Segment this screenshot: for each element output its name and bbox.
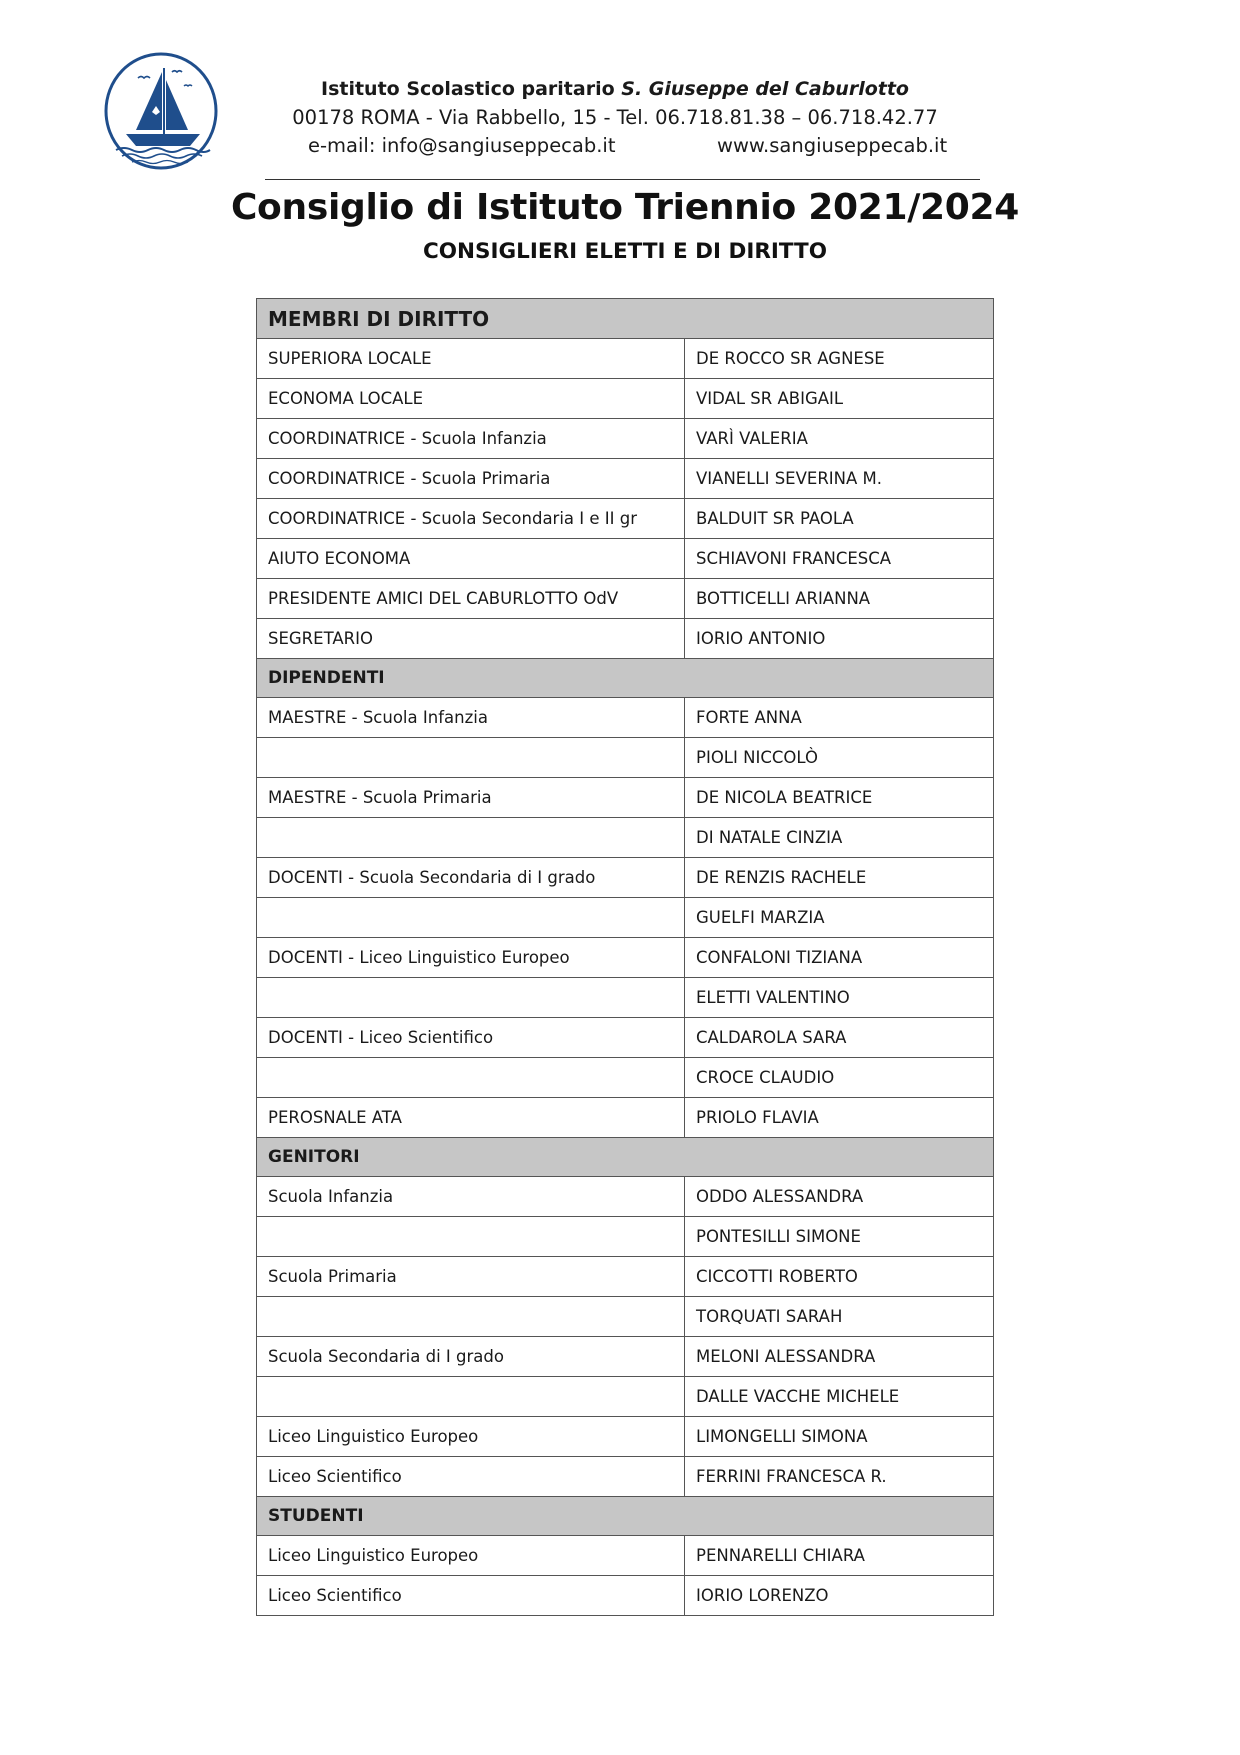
member-name-cell: PRIOLO FLAVIA bbox=[685, 1098, 994, 1138]
member-role-cell: Liceo Linguistico Europeo bbox=[257, 1536, 685, 1576]
table-row bbox=[257, 978, 994, 1018]
member-name-cell: PENNARELLI CHIARA bbox=[685, 1536, 994, 1576]
school-logo-sailboat-icon bbox=[102, 50, 220, 172]
table-row bbox=[257, 619, 994, 659]
table-row bbox=[257, 1337, 994, 1377]
table-row bbox=[257, 858, 994, 898]
document-title: Consiglio di Istituto Triennio 2021/2024 bbox=[230, 187, 1020, 228]
member-role-cell bbox=[257, 738, 685, 778]
section-header-row bbox=[257, 299, 994, 339]
table-row bbox=[257, 419, 994, 459]
member-role-cell: DOCENTI - Scuola Secondaria di I grado bbox=[257, 858, 685, 898]
institute-name-line bbox=[240, 78, 990, 100]
table-row bbox=[257, 1177, 994, 1217]
member-name-cell: GUELFI MARZIA bbox=[685, 898, 994, 938]
member-role-cell: SUPERIORA LOCALE bbox=[257, 339, 685, 379]
member-name-cell: IORIO LORENZO bbox=[685, 1576, 994, 1616]
member-role-cell: AIUTO ECONOMA bbox=[257, 539, 685, 579]
member-role-cell: Scuola Primaria bbox=[257, 1257, 685, 1297]
member-role-cell: SEGRETARIO bbox=[257, 619, 685, 659]
section-title: STUDENTI bbox=[257, 1497, 994, 1536]
table-row bbox=[257, 1257, 994, 1297]
member-role-cell: ECONOMA LOCALE bbox=[257, 379, 685, 419]
table-row bbox=[257, 1457, 994, 1497]
member-role-cell bbox=[257, 898, 685, 938]
member-name-cell: CONFALONI TIZIANA bbox=[685, 938, 994, 978]
table-row bbox=[257, 778, 994, 818]
section-title: DIPENDENTI bbox=[257, 659, 994, 698]
member-name-cell: DE RENZIS RACHELE bbox=[685, 858, 994, 898]
member-role-cell: COORDINATRICE - Scuola Infanzia bbox=[257, 419, 685, 459]
document-subtitle: CONSIGLIERI ELETTI E DI DIRITTO bbox=[423, 239, 827, 264]
table-row bbox=[257, 1217, 994, 1257]
member-name-cell: VIDAL SR ABIGAIL bbox=[685, 379, 994, 419]
table-row bbox=[257, 698, 994, 738]
institute-name: Istituto Scolastico paritario bbox=[321, 78, 615, 100]
member-name-cell: IORIO ANTONIO bbox=[685, 619, 994, 659]
table-row bbox=[257, 818, 994, 858]
member-name-cell: SCHIAVONI FRANCESCA bbox=[685, 539, 994, 579]
member-role-cell: DOCENTI - Liceo Linguistico Europeo bbox=[257, 938, 685, 978]
institute-email: e-mail: info@sangiuseppecab.it bbox=[308, 134, 616, 157]
member-role-cell: MAESTRE - Scuola Primaria bbox=[257, 778, 685, 818]
member-name-cell: ELETTI VALENTINO bbox=[685, 978, 994, 1018]
table-row bbox=[257, 459, 994, 499]
table-row bbox=[257, 1536, 994, 1576]
member-name-cell: VARÌ VALERIA bbox=[685, 419, 994, 459]
member-name-cell: CICCOTTI ROBERTO bbox=[685, 1257, 994, 1297]
table-row bbox=[257, 1377, 994, 1417]
member-role-cell bbox=[257, 1058, 685, 1098]
table-row bbox=[257, 938, 994, 978]
table-row bbox=[257, 379, 994, 419]
member-name-cell: ODDO ALESSANDRA bbox=[685, 1177, 994, 1217]
member-role-cell: MAESTRE - Scuola Infanzia bbox=[257, 698, 685, 738]
member-name-cell: DE NICOLA BEATRICE bbox=[685, 778, 994, 818]
section-header-row bbox=[257, 1138, 994, 1177]
table-row bbox=[257, 898, 994, 938]
member-role-cell: Liceo Linguistico Europeo bbox=[257, 1417, 685, 1457]
member-name-cell: BOTTICELLI ARIANNA bbox=[685, 579, 994, 619]
member-role-cell bbox=[257, 1217, 685, 1257]
table-row bbox=[257, 579, 994, 619]
section-header-row bbox=[257, 659, 994, 698]
table-row bbox=[257, 1018, 994, 1058]
table-row bbox=[257, 1576, 994, 1616]
member-name-cell: TORQUATI SARAH bbox=[685, 1297, 994, 1337]
member-role-cell: PEROSNALE ATA bbox=[257, 1098, 685, 1138]
member-role-cell: COORDINATRICE - Scuola Secondaria I e II gr bbox=[257, 499, 685, 539]
council-members-table bbox=[256, 298, 994, 1616]
member-role-cell: Liceo Scientifico bbox=[257, 1576, 685, 1616]
member-role-cell: Scuola Secondaria di I grado bbox=[257, 1337, 685, 1377]
table-row bbox=[257, 1297, 994, 1337]
member-name-cell: DALLE VACCHE MICHELE bbox=[685, 1377, 994, 1417]
member-name-cell: FERRINI FRANCESCA R. bbox=[685, 1457, 994, 1497]
table-row bbox=[257, 1417, 994, 1457]
member-role-cell bbox=[257, 978, 685, 1018]
institute-website: www.sangiuseppecab.it bbox=[717, 134, 948, 157]
member-name-cell: LIMONGELLI SIMONA bbox=[685, 1417, 994, 1457]
section-header-row bbox=[257, 1497, 994, 1536]
member-role-cell bbox=[257, 1297, 685, 1337]
member-role-cell: Scuola Infanzia bbox=[257, 1177, 685, 1217]
member-role-cell: Liceo Scientifico bbox=[257, 1457, 685, 1497]
table-row bbox=[257, 339, 994, 379]
member-role-cell bbox=[257, 818, 685, 858]
header-divider bbox=[265, 179, 980, 180]
member-name-cell: DE ROCCO SR AGNESE bbox=[685, 339, 994, 379]
member-role-cell: DOCENTI - Liceo Scientifico bbox=[257, 1018, 685, 1058]
table-row bbox=[257, 738, 994, 778]
member-name-cell: CALDAROLA SARA bbox=[685, 1018, 994, 1058]
table-row bbox=[257, 1058, 994, 1098]
section-title: GENITORI bbox=[257, 1138, 994, 1177]
section-title: MEMBRI DI DIRITTO bbox=[257, 299, 994, 339]
member-name-cell: DI NATALE CINZIA bbox=[685, 818, 994, 858]
institute-saint-name: S. Giuseppe del Caburlotto bbox=[621, 78, 909, 100]
table-row bbox=[257, 499, 994, 539]
member-name-cell: VIANELLI SEVERINA M. bbox=[685, 459, 994, 499]
institute-address: 00178 ROMA - Via Rabbello, 15 - Tel. 06.718.81.38 – 06.718.42.77 bbox=[292, 106, 938, 129]
table-row bbox=[257, 539, 994, 579]
member-name-cell: MELONI ALESSANDRA bbox=[685, 1337, 994, 1377]
member-name-cell: BALDUIT SR PAOLA bbox=[685, 499, 994, 539]
member-name-cell: PONTESILLI SIMONE bbox=[685, 1217, 994, 1257]
member-role-cell bbox=[257, 1377, 685, 1417]
member-role-cell: PRESIDENTE AMICI DEL CABURLOTTO OdV bbox=[257, 579, 685, 619]
council-members-body bbox=[257, 299, 994, 1616]
member-role-cell: COORDINATRICE - Scuola Primaria bbox=[257, 459, 685, 499]
member-name-cell: FORTE ANNA bbox=[685, 698, 994, 738]
member-name-cell: PIOLI NICCOLÒ bbox=[685, 738, 994, 778]
member-name-cell: CROCE CLAUDIO bbox=[685, 1058, 994, 1098]
table-row bbox=[257, 1098, 994, 1138]
